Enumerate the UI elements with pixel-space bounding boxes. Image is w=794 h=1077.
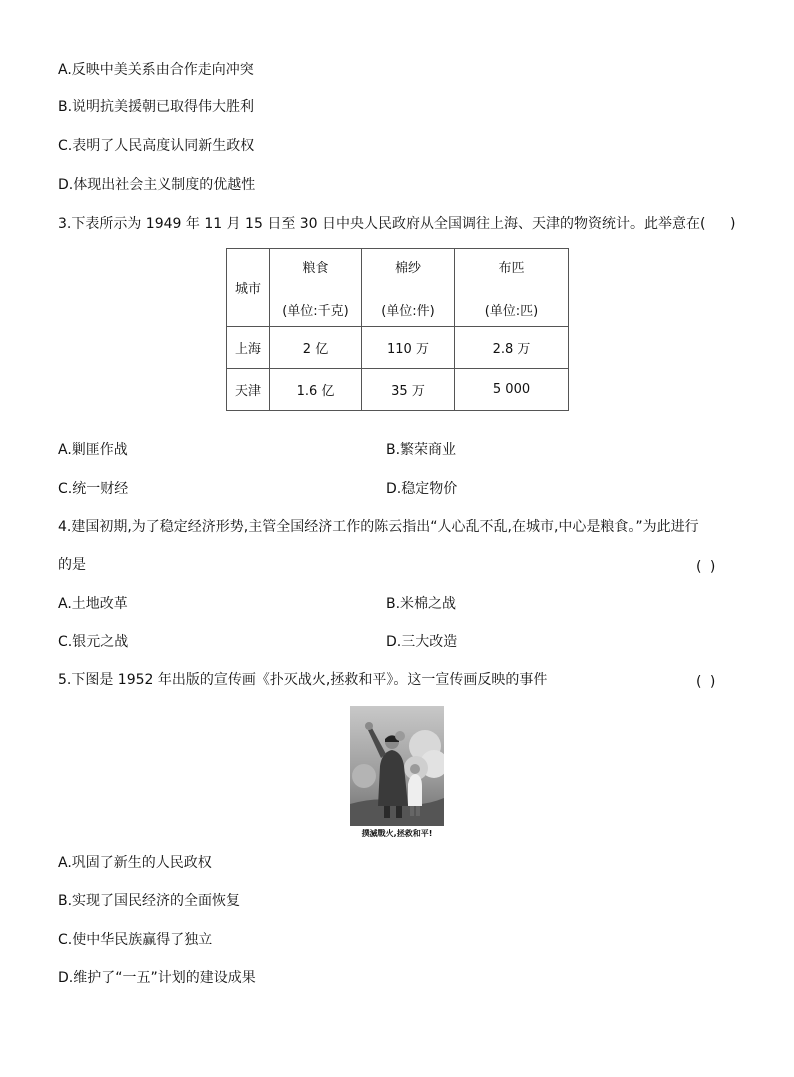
- q4-stem-line1: 4.建国初期,为了稳定经济形势,主管全国经济工作的陈云指出“人心乱不乱,在城市,中心是粮食。”为此进行: [58, 519, 699, 535]
- table-row: [227, 369, 569, 411]
- column-unit: (单位:件): [381, 303, 435, 319]
- q2-option-a: A.反映中美关系由合作走向冲突: [58, 62, 254, 78]
- q5-option-c: C.使中华民族赢得了独立: [58, 932, 213, 948]
- table-header-grain: [270, 249, 362, 327]
- column-unit: (单位:千克): [282, 303, 349, 319]
- table-header-cloth: [455, 249, 569, 327]
- q4-option-c: C.银元之战: [58, 634, 129, 650]
- q3-stats-table: [226, 248, 569, 411]
- q4-option-a: A.土地改革: [58, 596, 128, 612]
- q3-stem: 3.下表所示为 1949 年 11 月 15 日至 30 日中央人民政府从全国调往上海、天津的物资统计。此举意在(: [58, 216, 706, 232]
- q3-option-d: D.稳定物价: [386, 481, 458, 497]
- table-header-city: [227, 249, 270, 327]
- table-cell-city: 上海: [227, 327, 270, 369]
- q3-close-paren: ): [730, 216, 736, 232]
- table-cell: 110 万: [362, 327, 455, 369]
- q3-option-c: C.统一财经: [58, 481, 129, 497]
- q5-answer-paren: ( ): [696, 674, 718, 690]
- column-name: 粮食: [302, 260, 329, 276]
- table-cell: 35 万: [362, 369, 455, 411]
- column-unit: (单位:匹): [484, 303, 539, 319]
- table-row: [227, 327, 569, 369]
- q3-option-a: A.剿匪作战: [58, 442, 128, 458]
- city-header-label: 城市: [234, 282, 261, 297]
- table-header-cotton-yarn: [362, 249, 455, 327]
- table-cell: 1.6 亿: [270, 369, 362, 411]
- q5-stem: 5.下图是 1952 年出版的宣传画《扑灭战火,拯救和平》。这一宣传画反映的事件: [58, 672, 548, 688]
- table-cell: 2 亿: [270, 327, 362, 369]
- q4-option-d: D.三大改造: [386, 634, 458, 650]
- column-name: 布匹: [498, 260, 525, 276]
- q3-option-b: B.繁荣商业: [386, 442, 457, 458]
- table-cell-city: 天津: [227, 369, 270, 411]
- q4-answer-paren: ( ): [696, 559, 718, 575]
- table-cell: 5 000: [455, 369, 569, 411]
- q5-option-b: B.实现了国民经济的全面恢复: [58, 893, 241, 909]
- q2-option-b: B.说明抗美援朝已取得伟大胜利: [58, 99, 255, 115]
- q2-option-c: C.表明了人民高度认同新生政权: [58, 138, 255, 154]
- poster-illustration: [350, 706, 444, 826]
- q4-option-b: B.米棉之战: [386, 596, 457, 612]
- propaganda-poster-image: [350, 706, 444, 826]
- column-name: 棉纱: [394, 260, 421, 276]
- q5-option-a: A.巩固了新生的人民政权: [58, 855, 212, 871]
- table-cell: 2.8 万: [455, 327, 569, 369]
- q4-stem-line2: 的是: [58, 557, 86, 573]
- q5-option-d: D.维护了“一五”计划的建设成果: [58, 970, 256, 986]
- q2-option-d: D.体现出社会主义制度的优越性: [58, 177, 256, 193]
- poster-caption: 撲滅戰火,拯救和平!: [361, 829, 433, 838]
